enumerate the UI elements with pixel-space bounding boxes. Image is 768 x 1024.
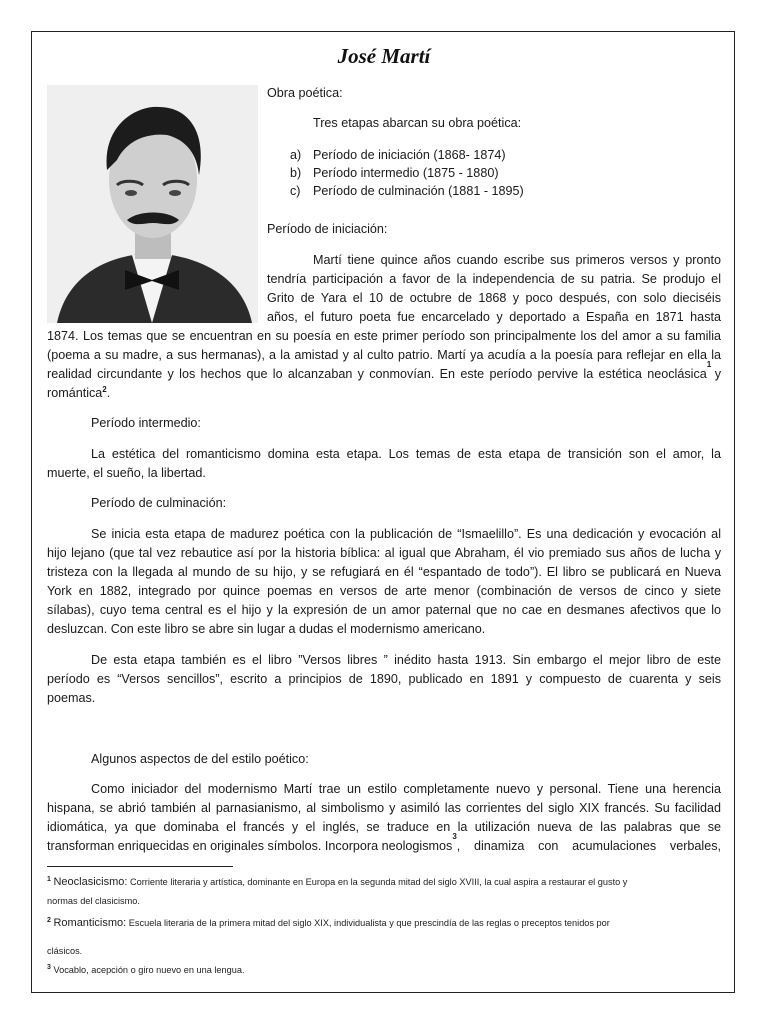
paragraph-line: años, el futuro poeta fue encarcelado y deportado a España en 1871 hasta [267,310,721,324]
paragraph-text: . [106,386,111,400]
list-item: Período de culminación (1881 - 1895) [313,184,524,198]
portrait-illustration [47,85,258,323]
section-heading: Período intermedio: [91,416,201,430]
footnote [47,917,610,929]
paragraph-line [47,832,721,856]
footnote-number: 2 [47,916,51,924]
footnote-text: Corriente literaria y artística, dominante en Europa en la segunda mitad del siglo XVIII, la cual aspira a restaurar el gusto y [127,877,628,887]
footnote-ref: 1 [706,360,712,369]
footnote-term: Neoclasicismo: [53,876,128,888]
paragraph-line: De esta etapa también es el libro ”Versos libres ” inédito hasta 1913. Sin embargo el mejor libro de este [91,653,721,667]
paragraph-line: tristeza con la llegada al mundo de su hijo, y se refugiará en él “espantado de todo”). El libro se publicará en Nueva [47,565,721,579]
section-heading: Período de culminación: [91,496,227,510]
footnote-number: 1 [47,875,51,883]
list-item: Período de iniciación (1868- 1874) [313,148,506,162]
paragraph-line [47,384,110,403]
footnote-number: 3 [47,963,51,971]
paragraph-line: poemas. [47,691,96,705]
footnote [47,876,627,888]
paragraph-text: romántica [47,386,103,400]
paragraph-text: realidad circundante y los hechos que lo alcanzaban y conmovían. En este período pervive la estética neoclásica [47,367,707,381]
paragraph-line: Grito de Yara el 10 de octubre de 1868 y poco después, con solo dieciséis [267,291,721,305]
paragraph-line: Martí tiene quince años cuando escribe sus primeros versos y pronto [313,253,721,267]
paragraph-text: , dinamiza con acumulaciones verbales, [456,839,721,853]
footnote-divider [47,866,233,867]
paragraph-text: transforman enriquecidas en originales símbolos. Incorpora neologismos [47,839,453,853]
paragraph-line: período es “Versos sencillos”, escrito a principios de 1890, publicado en 1891 y compuesto de cuarenta y seis [47,672,721,686]
footnote-continuation: normas del clasicismo. [47,896,140,906]
list-item-marker: c) [290,184,301,198]
footnote-text: Vocablo, acepción o giro nuevo en una lengua. [50,965,245,975]
list-item-marker: a) [290,148,302,162]
paragraph-line [47,360,721,384]
page-title: José Martí [337,44,431,68]
list-item: Período intermedio (1875 - 1880) [313,166,499,180]
footnote-ref: 2 [102,384,107,394]
paragraph-line: Se inicia esta etapa de madurez poética con la publicación de “Ismaelillo”. Es una dedicación y evocación al [91,527,721,541]
paragraph-line: Como iniciador del modernismo Martí trae un estilo completamente nuevo y personal. Tiene una herencia [91,782,721,796]
footnote-term: Romanticismo: [53,917,127,929]
portrait-image [47,85,258,323]
footnote-ref: 3 [452,832,457,841]
section-label: Obra poética: [267,86,343,100]
paragraph-text: y [711,367,721,381]
footnote-continuation: clásicos. [47,946,83,956]
section-heading: Algunos aspectos de del estilo poético: [91,752,309,766]
paragraph-line: (poema a su madre, a sus hermanas), a la amistad y al culto patrio. Martí ya acudía a la poesía para reflejar en ella la [47,348,721,362]
list-item-marker: b) [290,166,302,180]
paragraph-line: hispana, se abrió también al parnasianismo, al simbolismo y asimiló las corrientes del siglo XIX francés. Su facilidad [47,801,721,815]
intro-text: Tres etapas abarcan su obra poética: [313,116,522,130]
paragraph-line: tendría participación a favor de la independencia de su patria. Se produjo el [267,272,721,286]
section-heading: Período de iniciación: [267,222,388,236]
paragraph-line: sílabas), cuyo tema central es el hijo y la expresión de un amor paternal que no cae en desmanes afectivos que lo [47,603,721,617]
footnote-text: Escuela literaria de la primera mitad del siglo XIX, individualista y que prescindía de las reglas o preceptos tenidos por [126,918,610,928]
paragraph-line: hijo lejano (que tal vez rebautice así por la historia bíblica: al igual que Abraham, él vio premiado sus años de lucha y [47,546,721,560]
paragraph-line: muerte, el sueño, la libertad. [47,466,206,480]
paragraph-line: 1874. Los temas que se encuentran en su poesía en este primer período son principalmente los del amor a su familia [47,329,721,343]
footnote [47,964,245,976]
paragraph-line: La estética del romanticismo domina esta etapa. Los temas de esta etapa de transición son el amor, la [91,447,721,461]
paragraph-line: desluzcan. Con este libro se abre sin lugar a dudas el modernismo americano. [47,622,486,636]
paragraph-line: York en 1882, integrado por quince poemas en versos de arte menor (combinación de versos de cinco y siete [47,584,721,598]
paragraph-line: idiomática, ya que dominaba el francés y el inglés, se traduce en la utilización nueva de las palabras que se [47,820,721,834]
